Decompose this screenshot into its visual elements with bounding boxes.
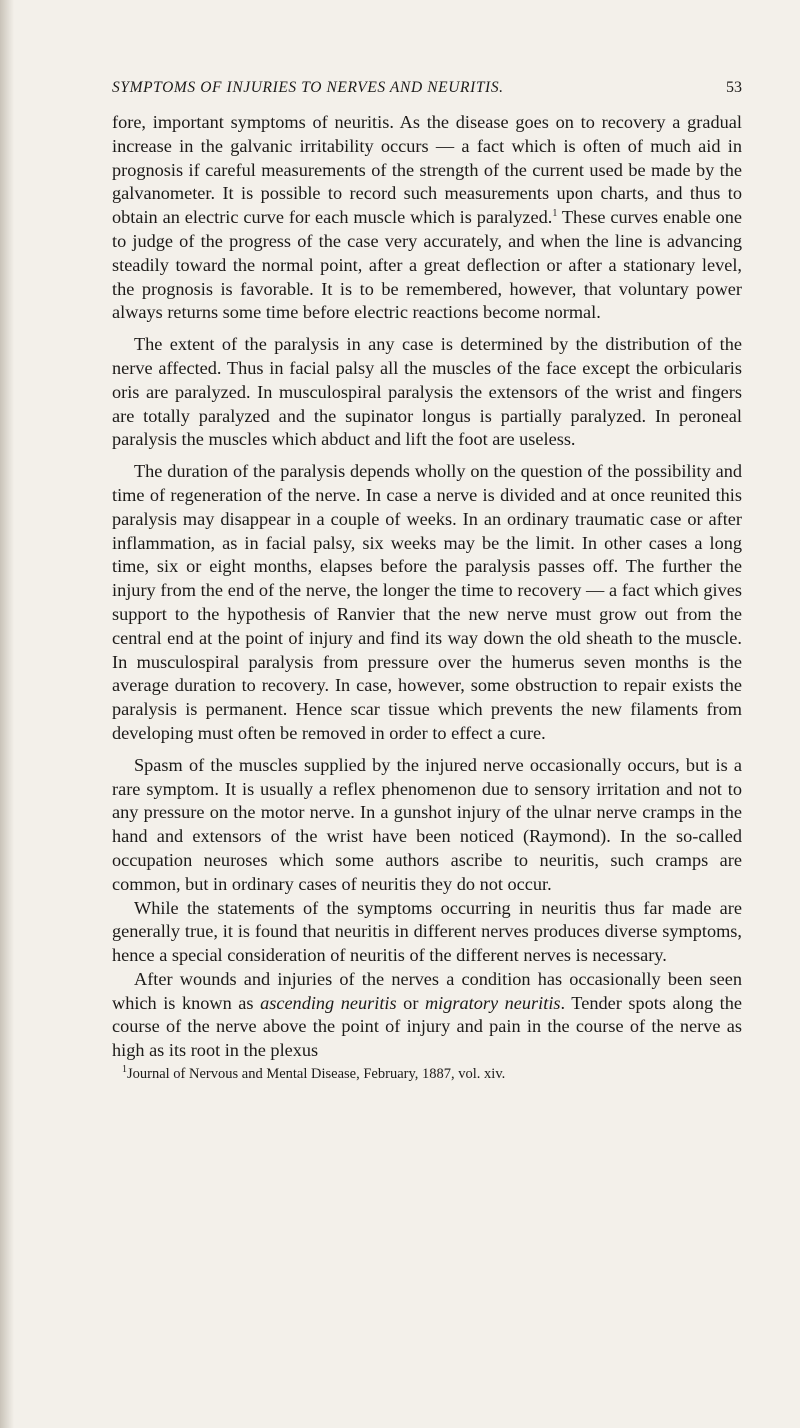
paragraph-prognosis [112, 111, 742, 325]
term-ascending-neuritis: ascending neuritis [260, 992, 397, 1013]
paragraph-duration: The duration of the paralysis depends wholly on the question of the possibility and time of regeneration of the nerve. In case a nerve is divided and at once reunited this paralysis may disappear in a couple of weeks. In an ordinary traumatic case or after inflammation, as in facial palsy, six weeks may be the limit. In other cases a long time, six or eight months, elapses before the paralysis passes off. The further the injury from the end of the nerve, the longer the time to recovery — a fact which gives support to the hypothesis of Ranvier that the new nerve must grow out from the central end at the point of injury and find its way down the old sheath to the muscle. In musculospiral paralysis from pressure over the humerus seven months is the average duration to recovery. In case, however, some obstruction to repair exists the paralysis is permanent. Hence scar tissue which prevents the new filaments from developing must often be removed in order to effect a cure. [112, 461, 742, 743]
running-title: SYMPTOMS OF INJURIES TO NERVES AND NEURITIS. [112, 79, 504, 96]
term-migratory-neuritis: migratory neuritis [424, 992, 561, 1013]
footnote-text: Journal of Nervous and Mental Disease, February, 1887, vol. xiv. [127, 1066, 506, 1083]
body-text [112, 111, 742, 1084]
paragraph-text: fore, important symptoms of neuritis. As the disease goes on to recovery a gradual increase in the galvanic irritability occurs — a fact which is often of much aid in prognosis if careful measurements of the strength of the current used be made by the galvanometer. It is possible to record such measurements upon charts, and thus to obtain an electric curve for each muscle which is paralyzed. [112, 112, 742, 228]
paragraph-text: . Tender spots along the course of the nerve above the point of injury and pain in the course of the nerve as high as its root in the plexus [112, 992, 742, 1061]
running-head [112, 79, 742, 101]
footnote-ref: 1 [552, 208, 558, 220]
footnote-marker: 1 [122, 1064, 127, 1076]
paragraph-text: These curves enable one to judge of the progress of the case very accurately, and when the line is advancing steadily toward the normal point, after a great deflection or after a stationary level, the prognosis is favorable. It is to be remembered, however, that voluntary power always returns some time before electric reactions become normal. [112, 207, 742, 323]
page-number: 53 [726, 79, 742, 96]
binding-shadow [0, 0, 14, 1428]
paragraph-statements: While the statements of the symptoms occurring in neuritis thus far made are generally true, it is found that neuritis in different nerves produces diverse symptoms, hence a special consideration of neuritis of the different nerves is necessary. [112, 897, 742, 966]
paragraph-extent: The extent of the paralysis in any case is determined by the distribution of the nerve affected. Thus in facial palsy all the muscles of the face except the orbicularis oris are paralyzed. In musculospiral paralysis the extensors of the wrist and fingers are totally paralyzed and the supinator longus is partially paralyzed. In peroneal paralysis the muscles which abduct and lift the foot are useless. [112, 334, 742, 450]
paragraph-spasm: Spasm of the muscles supplied by the injured nerve occasionally occurs, but is a rare symptom. It is usually a reflex phenomenon due to sensory irritation and not to any pressure on the motor nerve. In a gunshot injury of the ulnar nerve cramps in the hand and extensors of the wrist have been noticed (Raymond). In the so-called occupation neuroses which some authors ascribe to neuritis, such cramps are common, but in ordinary cases of neuritis they do not occur. [112, 754, 742, 894]
paragraph-ascending-neuritis [112, 968, 742, 1063]
footnote [112, 1065, 742, 1084]
paragraph-text: or [396, 992, 425, 1013]
paragraph-text: After wounds and injuries of the nerves a condition has occasionally been seen which is known as [112, 968, 742, 1013]
